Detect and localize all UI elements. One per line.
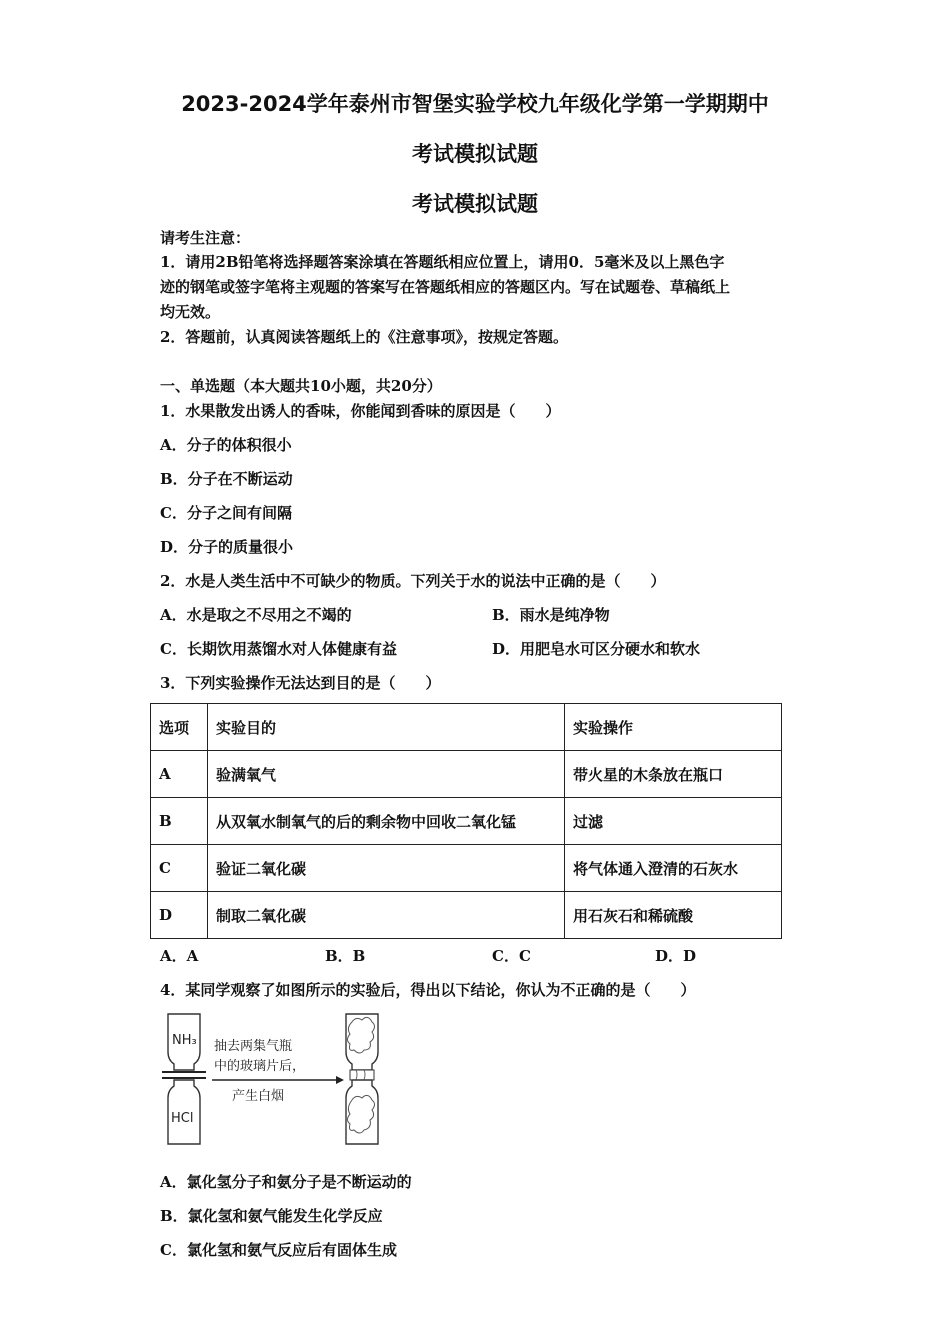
q2-option-b: B．雨水是纯净物 (492, 606, 610, 624)
q2-option-c: C．长期饮用蒸馏水对人体健康有益 (160, 640, 397, 658)
hcl-label: HCl (171, 1111, 194, 1126)
table-cell: 过滤 (565, 798, 782, 845)
table-cell: C (151, 845, 208, 892)
q4-stem: 4．某同学观察了如图所示的实验后，得出以下结论，你认为不正确的是（ ） (160, 981, 696, 999)
q2-option-a: A．水是取之不尽用之不竭的 (160, 606, 352, 624)
reacted-jar-bottom (346, 1080, 378, 1144)
q4-option-b: B．氯化氢和氨气能发生化学反应 (160, 1207, 383, 1225)
table-row (151, 892, 782, 939)
table-row (151, 751, 782, 798)
table-row (151, 845, 782, 892)
page-title-line2: 考试模拟试题 (412, 142, 538, 166)
q3-option-a: A．A (160, 947, 199, 965)
q1-option-c: C．分子之间有间隔 (160, 504, 292, 522)
q3-table (150, 703, 782, 939)
glass-plate-icon (162, 1072, 206, 1078)
q3-option-b: B．B (325, 947, 366, 965)
page-title-line3: 考试模拟试题 (412, 192, 538, 216)
table-header-cell: 实验操作 (565, 704, 782, 751)
nh3-jar (168, 1014, 200, 1070)
arrow-right-icon (212, 1076, 344, 1084)
nh3-label: NH₃ (172, 1033, 197, 1048)
table-cell: 验满氧气 (208, 751, 565, 798)
notice-item2: 2．答题前，认真阅读答题纸上的《注意事项》，按规定答题。 (160, 328, 568, 346)
figure-text-1: 抽去两集气瓶 (214, 1039, 293, 1054)
table-header-row (151, 704, 782, 751)
table-cell: 带火星的木条放在瓶口 (565, 751, 782, 798)
page-title-line1: 2023-2024学年泰州市智堡实验学校九年级化学第一学期期中 (181, 92, 769, 116)
figure-text-3: 产生白烟 (232, 1089, 285, 1104)
notice-item1-line2: 迹的钢笔或签字笔将主观题的答案写在答题纸相应的答题区内。写在试题卷、草稿纸上 (160, 278, 731, 296)
q3-stem: 3．下列实验操作无法达到目的是（ ） (160, 674, 441, 692)
q3-option-d: D．D (655, 947, 697, 965)
table-cell: B (151, 798, 208, 845)
table-cell: 验证二氧化碳 (208, 845, 565, 892)
notice-item1-line3: 均无效。 (160, 303, 221, 321)
table-cell: 将气体通入澄清的石灰水 (565, 845, 782, 892)
q1-option-a: A．分子的体积很小 (160, 436, 292, 454)
table-cell: A (151, 751, 208, 798)
q4-option-c: C．氯化氢和氨气反应后有固体生成 (160, 1241, 397, 1259)
table-header-cell: 选项 (151, 704, 208, 751)
q1-option-b: B．分子在不断运动 (160, 470, 293, 488)
hcl-jar (168, 1080, 200, 1144)
q1-option-d: D．分子的质量很小 (160, 538, 294, 556)
white-smoke-icon (350, 1070, 374, 1080)
table-header-cell: 实验目的 (208, 704, 565, 751)
table-cell: 用石灰石和稀硫酸 (565, 892, 782, 939)
figure-text-2: 中的玻璃片后， (214, 1059, 306, 1074)
table-cell: 制取二氧化碳 (208, 892, 565, 939)
table-cell: 从双氧水制氧气的后的剩余物中回收二氧化锰 (208, 798, 565, 845)
notice-heading: 请考生注意： (160, 229, 251, 247)
table-cell: D (151, 892, 208, 939)
section-heading: 一、单选题（本大题共10小题，共20分） (160, 377, 442, 395)
notice-item1-line1: 1．请用2B铅笔将选择题答案涂填在答题纸相应位置上，请用0．5毫米及以上黑色字 (160, 253, 725, 271)
reacted-jar-top (346, 1014, 378, 1070)
table-row (151, 798, 782, 845)
q2-stem: 2．水是人类生活中不可缺少的物质。下列关于水的说法中正确的是（ ） (160, 572, 666, 590)
q3-option-c: C．C (492, 947, 531, 965)
q2-option-d: D．用肥皂水可区分硬水和软水 (492, 640, 701, 658)
q4-experiment-figure (160, 1008, 390, 1150)
q1-stem: 1．水果散发出诱人的香味，你能闻到香味的原因是（ ） (160, 402, 561, 420)
q4-option-a: A．氯化氢分子和氨分子是不断运动的 (160, 1173, 412, 1191)
